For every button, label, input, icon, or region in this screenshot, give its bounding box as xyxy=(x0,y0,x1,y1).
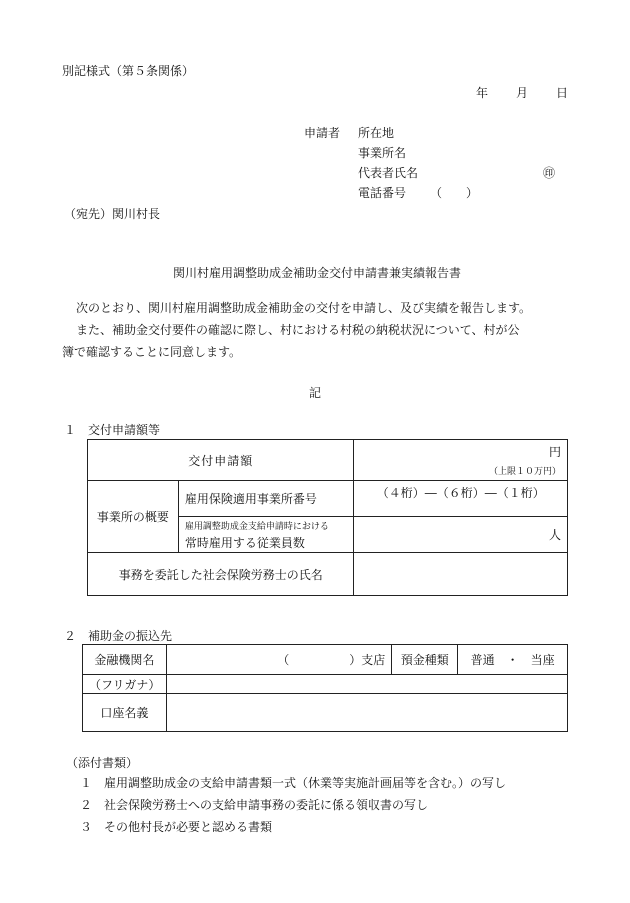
attachment-item-3: ３ その他村長が必要と認める書類 xyxy=(80,820,273,834)
bank-transfer-table xyxy=(82,644,568,732)
document-title: 関川村雇用調整助成金補助金交付申請書兼実績報告書 xyxy=(173,266,462,280)
employees-label-line2: 常時雇用する従業員数 xyxy=(184,535,305,550)
applicant-business-name: 事業所名 xyxy=(358,146,407,160)
branch-text: （ ）支店 xyxy=(277,653,386,667)
insurance-label: 雇用保険適用事業所番号 xyxy=(178,481,354,517)
applicant-representative: 代表者氏名 xyxy=(358,166,419,180)
bank-name-cell[interactable] xyxy=(166,645,392,675)
employees-cell[interactable] xyxy=(354,517,568,553)
persons-unit: 人 xyxy=(548,528,561,542)
date-month: 月 xyxy=(516,86,529,100)
date-year: 年 xyxy=(476,86,489,100)
addressee: （宛先）関川村長 xyxy=(64,207,161,221)
attachment-item-2: ２ 社会保険労務士への支給申請事務の委託に係る領収書の写し xyxy=(80,798,429,812)
insurance-format: （４桁）―（６桁）―（１桁） xyxy=(376,486,545,500)
attachments-heading: （添付書類） xyxy=(66,756,139,770)
ki-mark: 記 xyxy=(309,386,322,400)
employees-label-line1: 雇用調整助成金支給申請時における xyxy=(184,521,329,532)
applicant-address: 所在地 xyxy=(358,126,395,140)
sharoushi-cell[interactable] xyxy=(354,553,568,596)
application-amount-table xyxy=(87,439,568,596)
amount-label: 交付申請額 xyxy=(88,440,354,481)
account-holder-cell[interactable] xyxy=(166,694,567,732)
bank-label: 金融機関名 xyxy=(83,645,167,675)
body-line-3: 簿で確認することに同意します。 xyxy=(62,345,242,359)
furigana-label: （フリガナ） xyxy=(83,675,167,694)
deposit-type-options[interactable]: 普通 ・ 当座 xyxy=(458,645,568,675)
form-label: 別記様式（第５条関係） xyxy=(62,64,195,78)
overview-label: 事業所の概要 xyxy=(88,481,179,553)
deposit-type-label: 預金種類 xyxy=(392,645,458,675)
insurance-number-cell[interactable] xyxy=(354,481,568,517)
seal-mark: ㊞ xyxy=(543,166,556,180)
body-line-2: また、補助金交付要件の確認に際し、村における村税の納税状況について、村が公 xyxy=(76,323,520,337)
amount-limit: （上限１０万円） xyxy=(488,467,561,477)
section2-heading: ２ 補助金の振込先 xyxy=(64,629,173,643)
attachment-item-1: １ 雇用調整助成金の支給申請書類一式（休業等実施計画届等を含む。）の写し xyxy=(80,776,507,790)
furigana-cell[interactable] xyxy=(166,675,567,694)
sharoushi-label: 事務を委託した社会保険労務士の氏名 xyxy=(88,553,354,596)
employees-label xyxy=(178,517,354,553)
phone-parens: （ ） xyxy=(430,186,479,200)
account-holder-label: 口座名義 xyxy=(83,694,167,732)
applicant-phone: 電話番号 xyxy=(358,186,407,200)
body-line-1: 次のとおり、関川村雇用調整助成金補助金の交付を申請し、及び実績を報告します。 xyxy=(76,301,532,315)
amount-cell[interactable] xyxy=(354,440,568,481)
applicant-label: 申請者 xyxy=(304,126,341,140)
date-day: 日 xyxy=(556,86,569,100)
section1-heading: １ 交付申請額等 xyxy=(64,423,161,437)
yen-unit: 円 xyxy=(548,445,561,459)
